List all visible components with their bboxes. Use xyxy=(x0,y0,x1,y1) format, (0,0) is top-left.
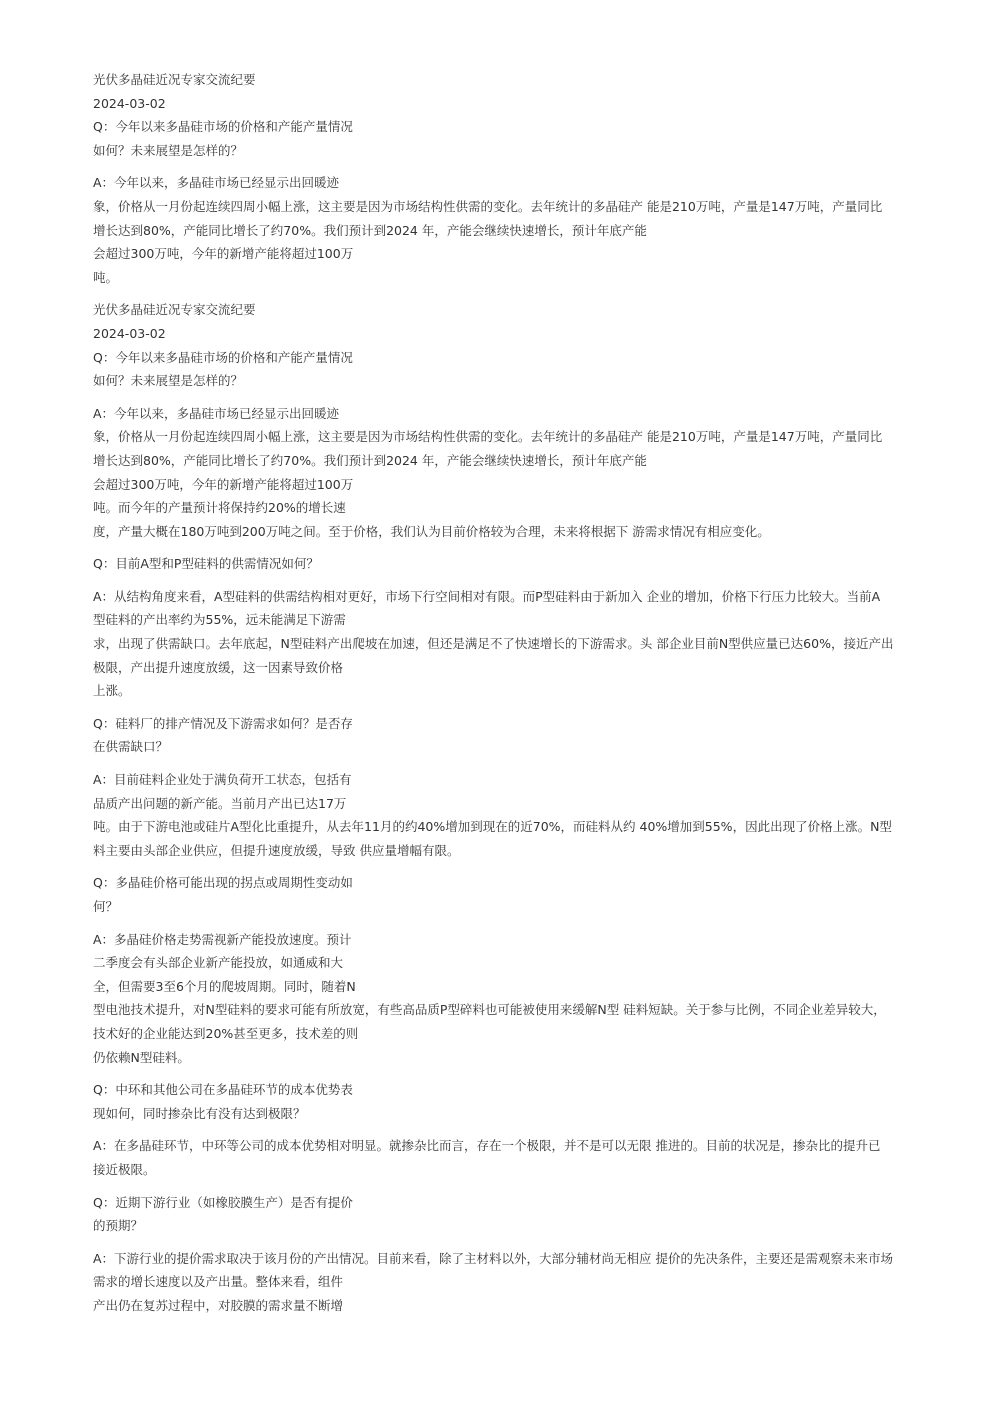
text-line: 吨。而今年的产量预计将保持约20%的增长速 xyxy=(93,500,346,516)
text-line: Q：中环和其他公司在多晶硅环节的成本优势表 xyxy=(93,1082,353,1098)
text-line: 品质产出问题的新产能。当前月产出已达17万 xyxy=(93,795,347,811)
document-body xyxy=(93,68,953,1327)
text-line: A：今年以来，多晶硅市场已经显示出回暖迹 xyxy=(93,175,340,191)
text-line: 在供需缺口？ xyxy=(93,739,169,755)
text-line: 象，价格从一月份起连续四周小幅上涨，这主要是因为市场结构性供需的变化。去年统计的多晶硅产 能是210万吨，产量是147万吨，产量同比 xyxy=(93,429,883,445)
paragraph xyxy=(93,1078,953,1125)
text-line: 二季度会有头部企业新产能投放，如通威和大 xyxy=(93,955,344,971)
text-line: 极限，产出提升速度放缓，这一因素导致价格 xyxy=(93,659,344,675)
text-line: A：目前硅料企业处于满负荷开工状态，包括有 xyxy=(93,772,352,788)
paragraph xyxy=(93,871,953,918)
text-line: 如何？未来展望是怎样的？ xyxy=(93,142,244,158)
paragraph xyxy=(93,712,953,759)
text-line: A：多晶硅价格走势需视新产能投放速度。预计 xyxy=(93,931,352,947)
text-line: 吨。 xyxy=(93,269,119,285)
text-line: A：从结构角度来看，A型硅料的供需结构相对更好，市场下行空间相对有限。而P型硅料由于新加入 企业的增加，价格下行压力比较大。当前A xyxy=(93,588,881,604)
paragraph xyxy=(93,402,953,544)
text-line: 会超过300万吨，今年的新增产能将超过100万 xyxy=(93,246,354,262)
text-line: 会超过300万吨，今年的新增产能将超过100万 xyxy=(93,476,354,492)
paragraph xyxy=(93,585,953,703)
text-line: 需求的增长速度以及产出量。整体来看，组件 xyxy=(93,1274,344,1290)
paragraph xyxy=(93,1191,953,1238)
text-line: 料主要由头部企业供应，但提升速度放缓，导致 供应量增幅有限。 xyxy=(93,842,460,858)
text-line: A：今年以来，多晶硅市场已经显示出回暖迹 xyxy=(93,405,340,421)
text-line: Q：今年以来多晶硅市场的价格和产能产量情况 xyxy=(93,349,353,365)
text-line: 2024-03-02 xyxy=(93,95,166,111)
text-line: 度，产量大概在180万吨到200万吨之间。至于价格，我们认为目前价格较为合理，未来将根据下 游需求情况有相应变化。 xyxy=(93,523,770,539)
text-line: A：在多晶硅环节，中环等公司的成本优势相对明显。就掺杂比而言，存在一个极限，并不是可以无限 推进的。目前的状况是，掺杂比的提升已 xyxy=(93,1138,881,1154)
text-line: 吨。由于下游电池或硅片A型化比重提升，从去年11月的约40%增加到现在的近70%，而硅料从约 40%增加到55%，因此出现了价格上涨。N型 xyxy=(93,819,892,835)
text-line: 的预期？ xyxy=(93,1218,144,1234)
text-line: Q：多晶硅价格可能出现的拐点或周期性变动如 xyxy=(93,875,353,891)
text-line: 2024-03-02 xyxy=(93,325,166,341)
text-line: 技术好的企业能达到20%甚至更多，技术差的则 xyxy=(93,1025,359,1041)
text-line: 现如何，同时掺杂比有没有达到极限？ xyxy=(93,1105,306,1121)
paragraph xyxy=(93,552,953,576)
paragraph xyxy=(93,1247,953,1318)
text-line: 象，价格从一月份起连续四周小幅上涨，这主要是因为市场结构性供需的变化。去年统计的多晶硅产 能是210万吨，产量是147万吨，产量同比 xyxy=(93,198,883,214)
paragraph xyxy=(93,298,953,392)
paragraph xyxy=(93,1134,953,1181)
text-line: 增长达到80%，产能同比增长了约70%。我们预计到2024 年，产能会继续快速增长，预计年底产能 xyxy=(93,452,647,468)
text-line: Q：今年以来多晶硅市场的价格和产能产量情况 xyxy=(93,119,353,135)
text-line: 何？ xyxy=(93,899,119,914)
paragraph xyxy=(93,768,953,862)
paragraph xyxy=(93,928,953,1070)
text-line: 光伏多晶硅近况专家交流纪要 xyxy=(93,72,256,87)
text-line: A：下游行业的提价需求取决于该月份的产出情况。目前来看，除了主材料以外，大部分辅材尚无相应 提价的先决条件，主要还是需观察未来市场 xyxy=(93,1250,894,1266)
text-line: 增长达到80%，产能同比增长了约70%。我们预计到2024 年，产能会继续快速增长，预计年底产能 xyxy=(93,222,647,238)
text-line: 光伏多晶硅近况专家交流纪要 xyxy=(93,302,256,318)
text-line: Q：目前A型和P型硅料的供需情况如何？ xyxy=(93,556,319,572)
text-line: 仍依赖N型硅料。 xyxy=(93,1049,190,1065)
text-line: 型硅料的产出率约为55%，远未能满足下游需 xyxy=(93,612,346,628)
text-line: 全，但需要3至6个月的爬坡周期。同时，随着N xyxy=(93,978,356,994)
text-line: 接近极限。 xyxy=(93,1161,156,1177)
text-line: Q：近期下游行业（如橡胶膜生产）是否有提价 xyxy=(93,1194,353,1210)
text-line: Q：硅料厂的排产情况及下游需求如何？是否存 xyxy=(93,715,353,731)
text-line: 上涨。 xyxy=(93,683,131,699)
text-line: 型电池技术提升，对N型硅料的要求可能有所放宽，有些高品质P型碎料也可能被使用来缓解N型 硅料短缺。关于参与比例，不同企业差异较大， xyxy=(93,1002,886,1018)
paragraph xyxy=(93,68,953,162)
text-line: 求，出现了供需缺口。去年底起，N型硅料产出爬坡在加速，但还是满足不了快速增长的下游需求。头 部企业目前N型供应量已达60%，接近产出 xyxy=(93,636,894,652)
text-line: 如何？未来展望是怎样的？ xyxy=(93,373,244,389)
paragraph xyxy=(93,171,953,289)
text-line: 产出仍在复苏过程中，对胶膜的需求量不断增 xyxy=(93,1297,344,1313)
